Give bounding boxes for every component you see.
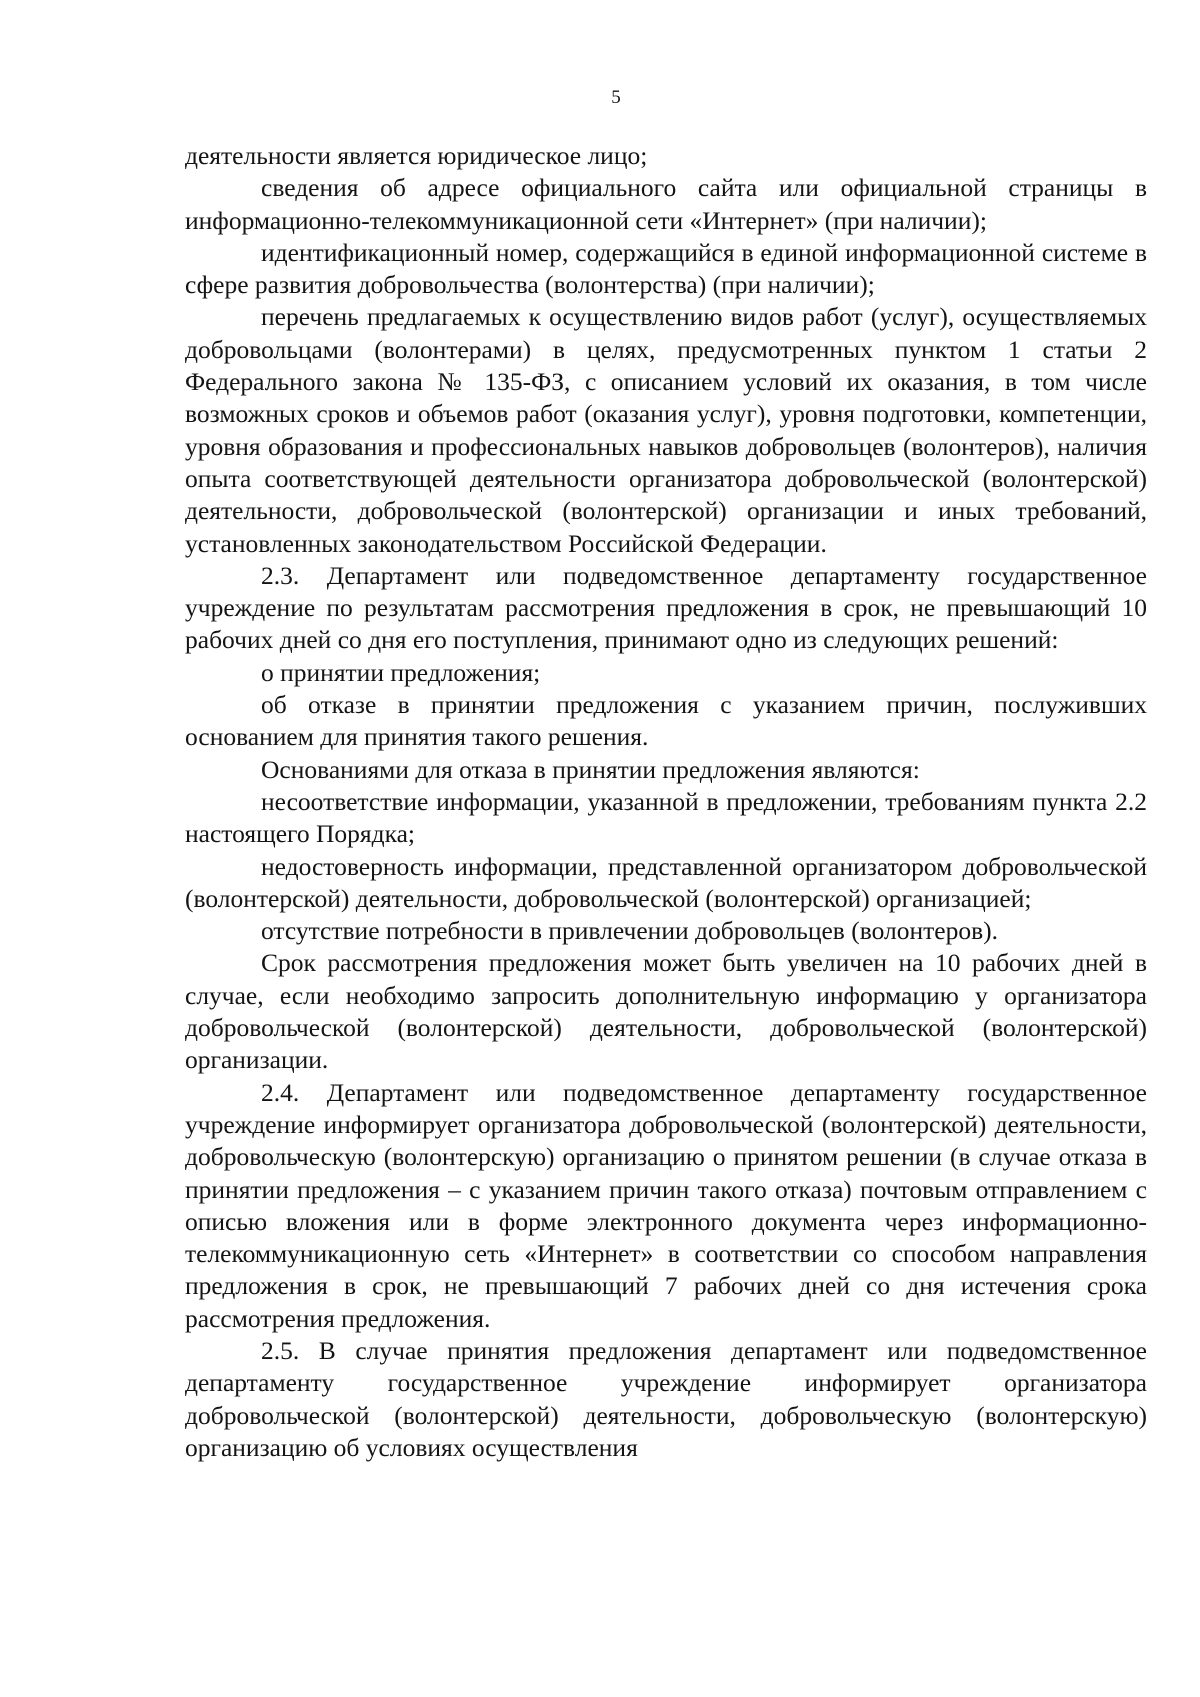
paragraph-review-extension: Срок рассмотрения предложения может быть увеличен на 10 рабочих дней в случае, если необходимо запросить дополнительную информацию у организатора добровольческой (волонтерской) деятельности, добровольческой (волонтерской) организации. (185, 948, 1147, 1075)
page-number: 5 (611, 87, 621, 108)
paragraph-section-2-4: 2.4. Департамент или подведомственное департаменту государственное учреждение информирует организатора добровольческой (волонтерской) деятельности, добровольческую (волонтерскую) организацию о принятом решении (в случае отказа в принятии предложения – с указанием причин такого отказа) почтовым отправлением с описью вложения или в форме электронного документа через информационно-телекоммуникационную сеть «Интернет» в соответствии со способом направления предложения в срок, не превышающий 7 рабочих дней со дня истечения срока рассмотрения предложения. (185, 1077, 1147, 1333)
document-body (185, 140, 1147, 1464)
paragraph-ground-mismatch: несоответствие информации, указанной в предложении, требованиям пункта 2.2 настоящего Порядка; (185, 786, 1147, 849)
paragraph-section-2-3: 2.3. Департамент или подведомственное департаменту государственное учреждение по результатам рассмотрения предложения в срок, не превышающий 10 рабочих дней со дня его поступления, принимают одно из следующих решений: (185, 560, 1147, 655)
paragraph-legal-entity-continuation: деятельности является юридическое лицо; (185, 141, 648, 170)
paragraph-section-2-5: 2.5. В случае принятия предложения департамент или подведомственное департаменту государственное учреждение информирует организатора добровольческой (волонтерской) деятельности, добровольческую (волонтерскую) организацию об условиях осуществления (185, 1335, 1147, 1462)
paragraph-acceptance: о принятии предложения; (261, 657, 541, 687)
paragraph-ground-unreliable-info: недостоверность информации, представленной организатором добровольческой (волонтерской) деятельности, добровольческой (волонтерской) организацией; (185, 851, 1147, 913)
paragraph-website-info: сведения об адресе официального сайта или официальной страницы в информационно-телекоммуникационной сети «Интернет» (при наличии); (185, 173, 1147, 235)
paragraph-ground-no-need: отсутствие потребности в привлечении добровольцев (волонтеров). (261, 916, 998, 946)
paragraph-refusal: об отказе в принятии предложения с указанием причин, послуживших основанием для принятия такого решения. (185, 690, 1147, 752)
paragraph-refusal-grounds-intro: Основаниями для отказа в принятии предложения являются: (261, 754, 920, 784)
paragraph-list-of-works: перечень предлагаемых к осуществлению видов работ (услуг), осуществляемых добровольцами (волонтерами) в целях, предусмотренных пунктом 1 статьи 2 Федерального закона № 135-ФЗ, с описанием условий их оказания, в том числе возможных сроков и объемов работ (оказания услуг), уровня подготовки, компетенции, уровня образования и профессиональных навыков добровольцев (волонтеров), наличия опыта соответствующей деятельности организатора добровольческой (волонтерской) деятельности, добровольческой (волонтерской) организации и иных требований, установленных законодательством Российской Федерации. (185, 302, 1147, 558)
paragraph-identification-number: идентификационный номер, содержащийся в единой информационной системе в сфере развития добровольчества (волонтерства) (при наличии); (185, 237, 1147, 300)
